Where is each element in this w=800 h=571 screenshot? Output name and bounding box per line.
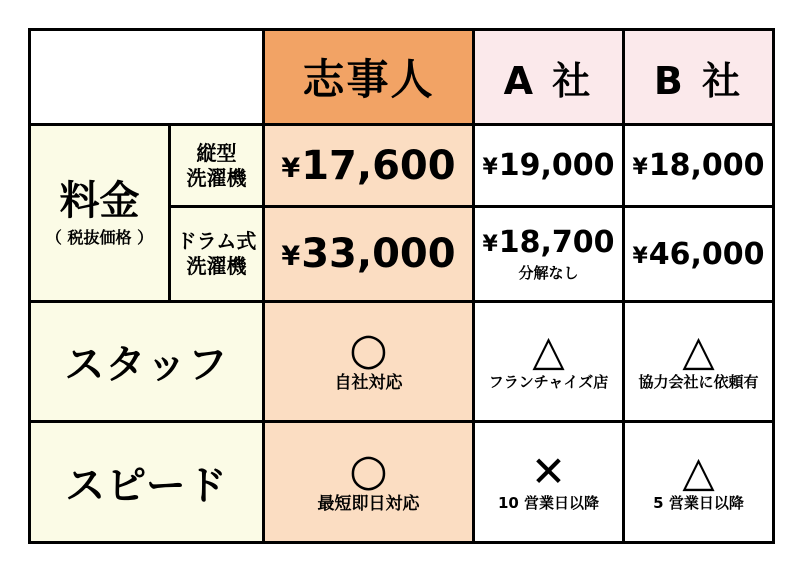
sub-label-line1: 縦型 (196, 140, 237, 165)
price-company-b-drum (624, 207, 774, 302)
staff-company-a (474, 301, 624, 422)
header-company-b: B 社 (624, 30, 774, 125)
staff-company-b-caption: 協力会社に依頼有 (638, 373, 759, 392)
price-company-b-vertical (624, 125, 774, 207)
staff-own-caption: 自社対応 (334, 373, 403, 394)
price-value: 18,700 (498, 225, 615, 261)
table-row (30, 301, 774, 422)
triangle-icon: △ (682, 326, 715, 376)
price-value: 33,000 (301, 231, 456, 278)
speed-company-b-caption: 5 営業日以降 (653, 493, 744, 512)
yen-symbol: ¥ (482, 232, 498, 258)
price-value: 18,000 (648, 148, 765, 184)
triangle-icon: △ (682, 446, 715, 496)
price-value: 17,600 (301, 142, 456, 189)
row-label-speed: スピード (30, 422, 264, 543)
sub-label-line1: ドラム式 (176, 229, 257, 254)
header-own-company: 志事人 (264, 30, 474, 125)
sub-label-drum-washer (170, 207, 264, 302)
header-blank-cell (30, 30, 264, 125)
table-row (30, 125, 774, 207)
sub-label-line2: 洗濯機 (186, 254, 247, 279)
row-label-staff: スタッフ (30, 301, 264, 422)
price-value: 46,000 (648, 236, 765, 272)
header-company-a: A 社 (474, 30, 624, 125)
triangle-icon: △ (532, 326, 565, 376)
price-company-a-drum (474, 207, 624, 302)
price-company-a-vertical (474, 125, 624, 207)
price-value: 19,000 (498, 148, 615, 184)
table-row (30, 422, 774, 543)
speed-own-caption: 最短即日対応 (317, 493, 420, 514)
staff-own (264, 301, 474, 422)
sub-label-vertical-washer (170, 125, 264, 207)
sub-label-line2: 洗濯機 (186, 165, 247, 190)
yen-symbol: ¥ (632, 155, 648, 181)
price-own-vertical (264, 125, 474, 207)
circle-icon: ○ (349, 324, 388, 376)
row-label-price (30, 125, 170, 302)
speed-company-b (624, 422, 774, 543)
speed-company-a (474, 422, 624, 543)
yen-symbol: ¥ (281, 241, 301, 273)
row-label-price-main: 料金 (59, 178, 140, 225)
price-note: 分解なし (518, 264, 579, 283)
staff-company-b (624, 301, 774, 422)
yen-symbol: ¥ (281, 152, 301, 184)
table-header-row (30, 30, 774, 125)
speed-own (264, 422, 474, 543)
speed-company-a-caption: 10 営業日以降 (497, 493, 600, 512)
comparison-table (28, 28, 775, 544)
price-own-drum (264, 207, 474, 302)
cross-icon: ✕ (530, 446, 567, 496)
staff-company-a-caption: フランチャイズ店 (488, 373, 609, 392)
row-label-price-sub: （ 税抜価格 ） (45, 228, 154, 248)
yen-symbol: ¥ (482, 155, 498, 181)
circle-icon: ○ (349, 444, 388, 496)
yen-symbol: ¥ (632, 243, 648, 269)
